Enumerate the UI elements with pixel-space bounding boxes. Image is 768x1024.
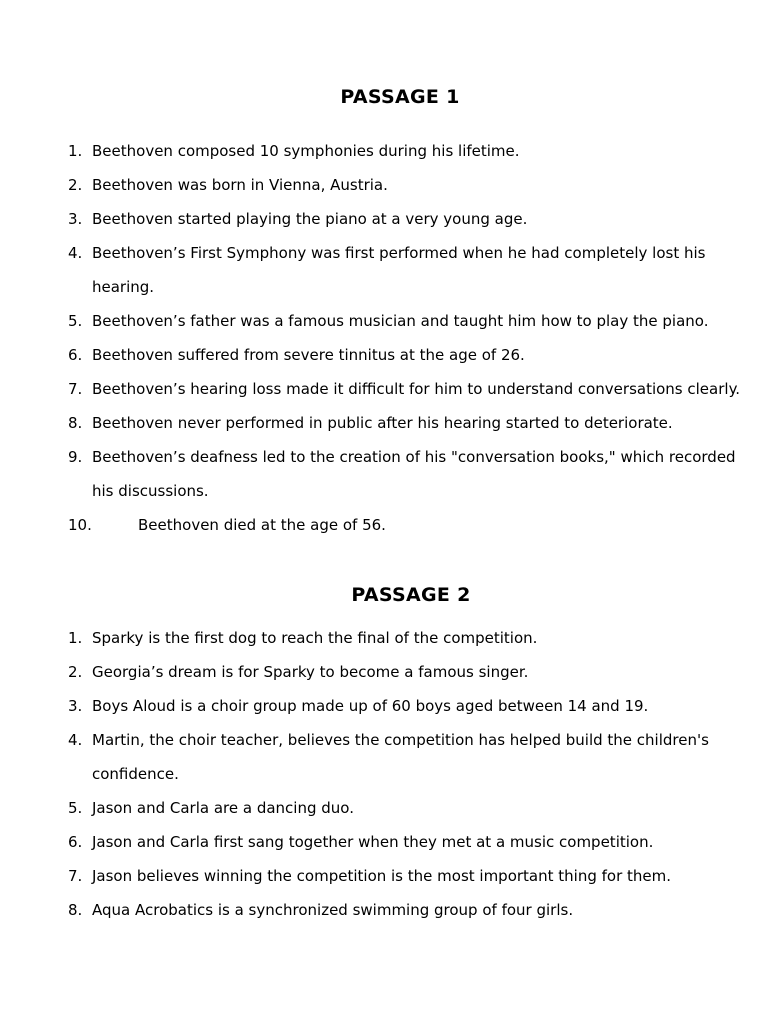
item-text: Martin, the choir teacher, believes the competition has helped build the children's confidence.: [92, 731, 709, 783]
item-text: Beethoven never performed in public after his hearing started to deteriorate.: [92, 414, 673, 432]
list-item: [68, 134, 748, 168]
item-number: 6.: [68, 833, 83, 851]
list-item: [68, 372, 748, 406]
passage-2-statement-list: [68, 621, 748, 927]
list-item: [68, 791, 748, 825]
item-number: 10.: [68, 516, 92, 534]
item-text: Georgia’s dream is for Sparky to become a famous singer.: [92, 663, 529, 681]
list-item: [68, 655, 748, 689]
item-number: 1.: [68, 142, 83, 160]
item-number: 3.: [68, 210, 83, 228]
list-item: [68, 168, 748, 202]
list-item: [68, 202, 748, 236]
item-text: Beethoven’s deafness led to the creation of his "conversation books," which recorded his discussions.: [92, 448, 736, 500]
item-text: Beethoven started playing the piano at a very young age.: [92, 210, 528, 228]
list-item: [68, 893, 748, 927]
item-number: 6.: [68, 346, 83, 364]
item-text: Beethoven’s father was a famous musician and taught him how to play the piano.: [92, 312, 709, 330]
item-text: Beethoven died at the age of 56.: [138, 516, 386, 534]
item-text: Beethoven suffered from severe tinnitus at the age of 26.: [92, 346, 525, 364]
item-number: 8.: [68, 901, 83, 919]
item-number: 4.: [68, 244, 83, 262]
item-number: 1.: [68, 629, 83, 647]
item-text: Aqua Acrobatics is a synchronized swimming group of four girls.: [92, 901, 574, 919]
item-number: 2.: [68, 663, 83, 681]
item-number: 7.: [68, 380, 83, 398]
item-text: Sparky is the first dog to reach the final of the competition.: [92, 629, 538, 647]
list-item: [68, 859, 748, 893]
list-item: [68, 723, 748, 791]
list-item: [68, 338, 748, 372]
list-item: [68, 825, 748, 859]
item-text: Jason and Carla are a dancing duo.: [92, 799, 354, 817]
passage-1-title: PASSAGE 1: [340, 86, 460, 108]
list-item: [68, 508, 748, 542]
list-item: [68, 689, 748, 723]
item-number: 7.: [68, 867, 83, 885]
item-number: 8.: [68, 414, 83, 432]
item-text: Beethoven composed 10 symphonies during his lifetime.: [92, 142, 520, 160]
item-number: 9.: [68, 448, 83, 466]
item-text: Jason believes winning the competition is the most important thing for them.: [92, 867, 672, 885]
item-number: 5.: [68, 799, 83, 817]
list-item: [68, 236, 748, 304]
list-item: [68, 406, 748, 440]
item-number: 3.: [68, 697, 83, 715]
item-text: Beethoven’s First Symphony was first performed when he had completely lost his hearing.: [92, 244, 706, 296]
list-item: [68, 621, 748, 655]
item-number: 2.: [68, 176, 83, 194]
item-text: Beethoven was born in Vienna, Austria.: [92, 176, 388, 194]
passage-2-title: PASSAGE 2: [351, 584, 471, 606]
passage-1-statement-list: [68, 134, 748, 542]
item-text: Boys Aloud is a choir group made up of 60 boys aged between 14 and 19.: [92, 697, 649, 715]
list-item: [68, 440, 748, 508]
item-text: Jason and Carla first sang together when they met at a music competition.: [92, 833, 654, 851]
item-number: 4.: [68, 731, 83, 749]
item-number: 5.: [68, 312, 83, 330]
list-item: [68, 304, 748, 338]
item-text: Beethoven’s hearing loss made it difficult for him to understand conversations clearly.: [92, 380, 741, 398]
